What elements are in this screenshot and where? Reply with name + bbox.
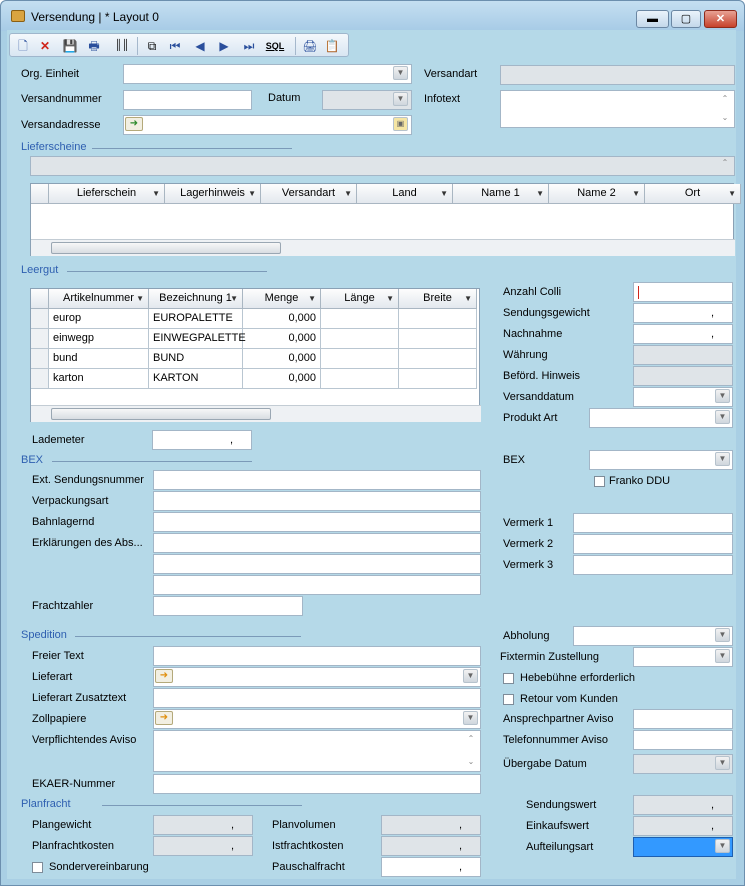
waehrung-label: Währung xyxy=(503,349,548,361)
scroll-down-icon[interactable]: ⌄ xyxy=(467,757,475,766)
versandadresse-label: Versandadresse xyxy=(21,119,101,131)
title-bar xyxy=(1,1,744,31)
frachtzahler-field[interactable] xyxy=(153,596,303,616)
bex-section: BEX xyxy=(21,454,44,466)
arrow-right-icon[interactable]: ➜ xyxy=(155,669,173,683)
retour-checkbox[interactable] xyxy=(503,694,514,705)
versandnummer-label: Versandnummer xyxy=(21,93,102,105)
vermerk1-field[interactable] xyxy=(573,513,733,533)
nachnahme-label: Nachnahme xyxy=(503,328,563,340)
planfrachtkosten-field[interactable]: , xyxy=(153,836,253,856)
bex-select[interactable] xyxy=(589,450,733,470)
plangewicht-field[interactable]: , xyxy=(153,815,253,835)
table-cell[interactable]: 0,000 xyxy=(243,329,321,349)
section-divider xyxy=(52,461,252,462)
lademeter-field[interactable]: , xyxy=(152,430,252,450)
bahnlagernd-field[interactable] xyxy=(153,512,481,532)
report-icon[interactable]: 📋 xyxy=(324,39,340,53)
dropdown-icon[interactable]: ▼ xyxy=(463,669,478,683)
befoerd-hinweis-label: Beförd. Hinweis xyxy=(503,370,581,382)
row-selector-header xyxy=(31,289,49,309)
row-selector-header xyxy=(31,184,49,204)
lieferscheine-filter[interactable] xyxy=(30,156,735,176)
ekaer-field[interactable] xyxy=(153,774,481,794)
hebebuehne-label: Hebebühne erforderlich xyxy=(520,672,635,684)
delete-icon[interactable]: ✕ xyxy=(39,39,51,53)
leergut-table[interactable] xyxy=(30,288,480,422)
table-cell[interactable] xyxy=(321,309,399,329)
hebebuehne-checkbox[interactable] xyxy=(503,673,514,684)
frachtzahler-label: Frachtzahler xyxy=(32,600,94,612)
export-icon[interactable]: 🖨 xyxy=(302,39,318,53)
vermerk2-label: Vermerk 2 xyxy=(503,538,554,550)
scroll-up-icon[interactable]: ⌃ xyxy=(721,158,729,167)
scroll-thumb[interactable] xyxy=(51,242,281,254)
infotext-field[interactable] xyxy=(500,90,735,128)
produkt-art-select[interactable] xyxy=(589,408,733,428)
table-cell[interactable]: EINWEGPALETTE xyxy=(149,329,243,349)
copy-icon[interactable]: ⧉ xyxy=(147,39,157,53)
vermerk3-field[interactable] xyxy=(573,555,733,575)
maximize-button[interactable]: ▢ xyxy=(671,10,701,28)
column-header[interactable]: Lagerhinweis ▼ xyxy=(165,184,261,204)
section-divider xyxy=(102,805,302,806)
column-header[interactable]: Bezeichnung 1 ▼ xyxy=(149,289,243,309)
column-header[interactable]: Ort ▼ xyxy=(645,184,741,204)
table-cell[interactable]: BUND xyxy=(149,349,243,369)
uebergabe-label: Übergabe Datum xyxy=(503,758,587,770)
dropdown-icon[interactable]: ▼ xyxy=(715,452,730,466)
versandadresse-field[interactable] xyxy=(123,115,412,135)
column-header[interactable]: Lieferschein ▼ xyxy=(49,184,165,204)
table-cell[interactable]: 0,000 xyxy=(243,369,321,389)
ansprechpartner-field[interactable] xyxy=(633,709,733,729)
aufteilungsart-label: Aufteilungsart xyxy=(526,841,594,853)
section-divider xyxy=(75,636,301,637)
table-cell[interactable]: einwegp xyxy=(49,329,149,349)
table-cell[interactable] xyxy=(321,369,399,389)
bex-right-label: BEX xyxy=(503,454,526,466)
einkaufswert-label: Einkaufswert xyxy=(526,820,589,832)
toolbar-separator xyxy=(295,37,296,55)
erklaerungen-label: Erklärungen des Abs... xyxy=(32,537,143,549)
waehrung-field[interactable] xyxy=(633,345,733,365)
pauschalfracht-field[interactable]: , xyxy=(381,857,481,877)
table-cell[interactable] xyxy=(399,329,477,349)
horizontal-scrollbar[interactable] xyxy=(31,405,481,422)
aviso-field[interactable] xyxy=(153,730,481,772)
dropdown-icon[interactable]: ▼ xyxy=(715,410,730,424)
erklaerungen-field-2[interactable] xyxy=(153,554,481,574)
column-header[interactable]: Menge ▼ xyxy=(243,289,321,309)
column-header[interactable]: Artikelnummer ▼ xyxy=(49,289,149,309)
telefon-field[interactable] xyxy=(633,730,733,750)
barcode-icon[interactable]: ║║ xyxy=(114,40,130,51)
sondervereinbarung-label: Sondervereinbarung xyxy=(49,861,149,873)
dropdown-icon[interactable]: ▼ xyxy=(463,711,478,725)
lieferart-zusatz-field[interactable] xyxy=(153,688,481,708)
lademeter-label: Lademeter xyxy=(32,434,85,446)
abholung-label: Abholung xyxy=(503,630,550,642)
versanddatum-label: Versanddatum xyxy=(503,391,574,403)
sendungswert-field[interactable]: , xyxy=(633,795,733,815)
dropdown-icon[interactable]: ▼ xyxy=(715,839,730,853)
freier-text-label: Freier Text xyxy=(32,650,84,662)
scroll-up-icon[interactable]: ⌃ xyxy=(467,734,475,743)
versandart-label: Versandart xyxy=(424,68,478,80)
vermerk1-label: Vermerk 1 xyxy=(503,517,554,529)
table-cell[interactable]: 0,000 xyxy=(243,309,321,329)
anzahl-colli-label: Anzahl Colli xyxy=(503,286,562,298)
versandart-field[interactable] xyxy=(500,65,735,85)
save-icon[interactable]: 💾 xyxy=(62,39,78,53)
column-header[interactable]: Versandart ▼ xyxy=(261,184,357,204)
lieferart-zusatz-label: Lieferart Zusatztext xyxy=(32,692,127,704)
ansprechpartner-label: Ansprechpartner Aviso xyxy=(503,713,614,725)
column-header[interactable]: Name 2 ▼ xyxy=(549,184,645,204)
table-cell[interactable] xyxy=(321,329,399,349)
pauschalfracht-label: Pauschalfracht xyxy=(272,861,345,873)
column-header[interactable]: Breite ▼ xyxy=(399,289,477,309)
bahnlagernd-label: Bahnlagernd xyxy=(32,516,95,528)
table-cell[interactable]: EUROPALETTE xyxy=(149,309,243,329)
planfrachtkosten-label: Planfrachtkosten xyxy=(32,840,114,852)
close-button[interactable]: ✕ xyxy=(704,10,737,28)
next-record-icon[interactable]: ▶ xyxy=(219,39,229,53)
column-header[interactable]: Name 1 ▼ xyxy=(453,184,549,204)
sql-icon[interactable]: SQL xyxy=(265,41,285,51)
erklaerungen-field-1[interactable] xyxy=(153,533,481,553)
table-cell[interactable]: europ xyxy=(49,309,149,329)
verpackungsart-label: Verpackungsart xyxy=(32,495,109,507)
sendungsgewicht-field[interactable]: , xyxy=(633,303,733,323)
org-select[interactable] xyxy=(123,64,412,84)
table-cell[interactable] xyxy=(321,349,399,369)
einkaufswert-field[interactable]: , xyxy=(633,816,733,836)
address-book-icon[interactable]: ▣ xyxy=(393,117,408,131)
verpackungsart-field[interactable] xyxy=(153,491,481,511)
scroll-up-icon[interactable]: ⌃ xyxy=(721,94,729,103)
istfrachtkosten-field[interactable]: , xyxy=(381,836,481,856)
toolbar-separator xyxy=(137,37,138,55)
ext-sendungsnummer-field[interactable] xyxy=(153,470,481,490)
spedition-section: Spedition xyxy=(21,629,67,641)
section-divider xyxy=(67,271,267,272)
scroll-down-icon[interactable]: ⌄ xyxy=(721,113,729,122)
row-selector[interactable] xyxy=(31,309,49,329)
zollpapiere-select[interactable] xyxy=(153,709,481,729)
datum-dropdown-icon[interactable]: ▼ xyxy=(393,92,408,106)
zollpapiere-label: Zollpapiere xyxy=(32,713,87,725)
franko-ddu-label: Franko DDU xyxy=(609,475,671,487)
lieferscheine-section: Lieferscheine xyxy=(21,141,87,153)
table-cell[interactable] xyxy=(399,349,477,369)
table-cell[interactable] xyxy=(399,309,477,329)
minimize-button[interactable]: ▬ xyxy=(636,10,669,28)
leergut-section: Leergut xyxy=(21,264,59,276)
sondervereinbarung-checkbox[interactable] xyxy=(32,862,43,873)
row-selector[interactable] xyxy=(31,329,49,349)
franko-ddu-checkbox[interactable] xyxy=(594,476,605,487)
column-header[interactable]: Land ▼ xyxy=(357,184,453,204)
column-header[interactable]: Länge ▼ xyxy=(321,289,399,309)
planvolumen-label: Planvolumen xyxy=(272,819,336,831)
sendungsgewicht-label: Sendungsgewicht xyxy=(503,307,590,319)
scroll-thumb[interactable] xyxy=(51,408,271,420)
calendar-dropdown-icon[interactable]: ▼ xyxy=(715,649,730,663)
ekaer-label: EKAER-Nummer xyxy=(32,778,116,790)
row-selector[interactable] xyxy=(31,369,49,389)
table-cell[interactable]: KARTON xyxy=(149,369,243,389)
section-divider xyxy=(92,148,292,149)
vermerk3-label: Vermerk 3 xyxy=(503,559,554,571)
print-icon[interactable]: 🖶 xyxy=(88,39,100,53)
retour-label: Retour vom Kunden xyxy=(520,693,618,705)
org-label: Org. Einheit xyxy=(21,68,80,80)
datum-label: Datum xyxy=(268,92,301,104)
plangewicht-label: Plangewicht xyxy=(32,819,92,831)
vermerk2-field[interactable] xyxy=(573,534,733,554)
erklaerungen-field-3[interactable] xyxy=(153,575,481,595)
org-dropdown-icon[interactable]: ▼ xyxy=(393,66,408,80)
istfrachtkosten-label: Istfrachtkosten xyxy=(272,840,344,852)
lieferart-select[interactable] xyxy=(153,667,481,687)
freier-text-field[interactable] xyxy=(153,646,481,666)
window-title: Versendung | * Layout 0 xyxy=(31,10,159,24)
befoerd-hinweis-field[interactable] xyxy=(633,366,733,386)
table-cell[interactable]: 0,000 xyxy=(243,349,321,369)
package-icon xyxy=(11,10,25,22)
table-cell[interactable] xyxy=(399,369,477,389)
last-record-icon[interactable]: ⏭ xyxy=(243,39,255,53)
fixtermin-label: Fixtermin Zustellung xyxy=(500,651,600,663)
horizontal-scrollbar[interactable] xyxy=(31,239,735,256)
abholung-select[interactable] xyxy=(573,626,733,646)
calendar-dropdown-icon[interactable]: ▼ xyxy=(715,389,730,403)
table-cell[interactable]: karton xyxy=(49,369,149,389)
planvolumen-field[interactable]: , xyxy=(381,815,481,835)
arrow-right-icon[interactable]: ➜ xyxy=(125,117,143,131)
anzahl-colli-field[interactable] xyxy=(633,282,733,302)
telefon-label: Telefonnummer Aviso xyxy=(503,734,608,746)
row-selector[interactable] xyxy=(31,349,49,369)
aviso-label: Verpflichtendes Aviso xyxy=(32,734,137,746)
planfracht-section: Planfracht xyxy=(21,798,71,810)
table-cell[interactable]: bund xyxy=(49,349,149,369)
dropdown-icon[interactable]: ▼ xyxy=(715,628,730,642)
versandnummer-field[interactable] xyxy=(123,90,252,110)
calendar-dropdown-icon[interactable]: ▼ xyxy=(715,756,730,770)
lieferart-label: Lieferart xyxy=(32,671,73,683)
produkt-art-label: Produkt Art xyxy=(503,412,558,424)
ext-sendungsnummer-label: Ext. Sendungsnummer xyxy=(32,474,144,486)
arrow-right-icon[interactable]: ➜ xyxy=(155,711,173,725)
nachnahme-field[interactable]: , xyxy=(633,324,733,344)
first-record-icon[interactable]: ⏮ xyxy=(169,39,181,53)
sendungswert-label: Sendungswert xyxy=(526,799,597,811)
new-icon[interactable]: 🗋 xyxy=(18,39,28,53)
previous-record-icon[interactable]: ◀ xyxy=(195,39,205,53)
toolbar xyxy=(9,33,349,57)
infotext-label: Infotext xyxy=(424,93,461,105)
lieferscheine-table[interactable] xyxy=(30,183,734,256)
